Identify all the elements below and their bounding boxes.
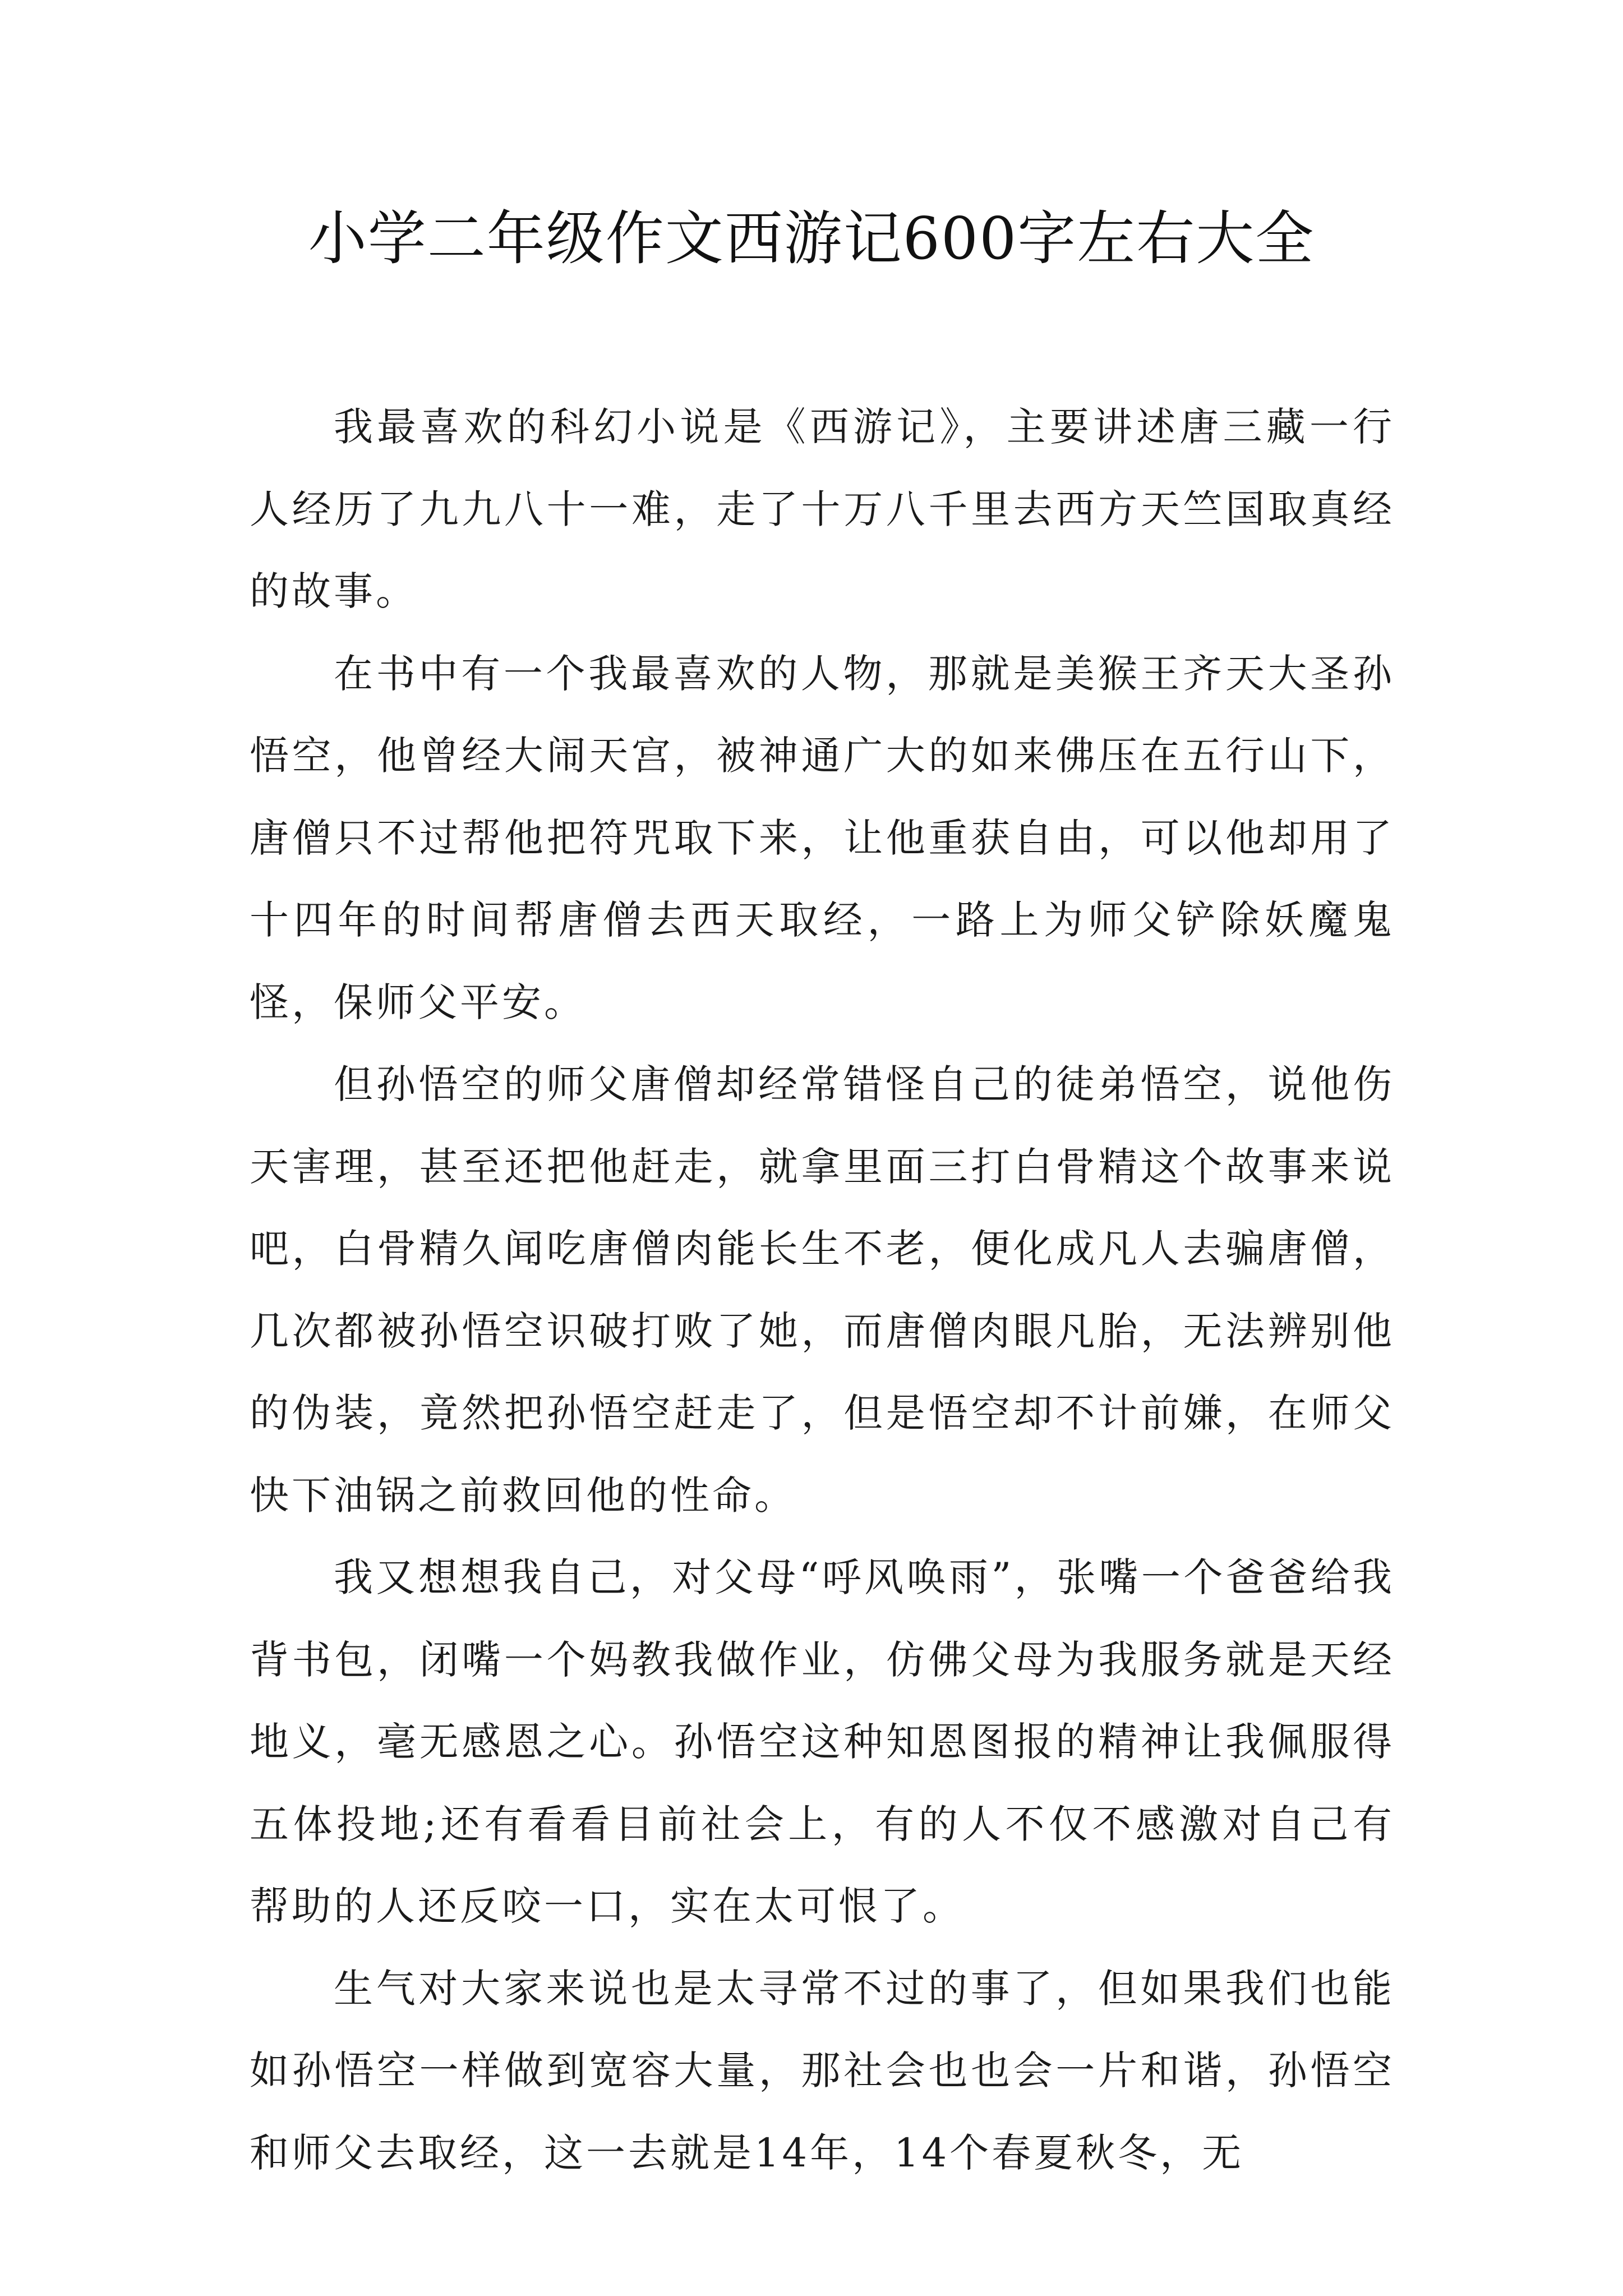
paragraph: 生气对大家来说也是太寻常不过的事了，但如果我们也能如孙悟空一样做到宽容大量，那社会也也会一片和谐，孙悟空和师父去取经，这一去就是14年，14个春夏秋冬，无 <box>250 1965 1395 2176</box>
paragraph: 在书中有一个我最喜欢的人物，那就是美猴王齐天大圣孙悟空，他曾经大闹天宫，被神通广大的如来佛压在五行山下，唐僧只不过帮他把符咒取下来，让他重获自由，可以他却用了十四年的时间帮唐僧去西天取经，一路上为师父铲除妖魔鬼怪，保师父平安。 <box>250 650 1395 1025</box>
document-body <box>250 386 1395 2194</box>
paragraph: 我最喜欢的科幻小说是《西游记》，主要讲述唐三藏一行人经历了九九八十一难，走了十万八千里去西方天竺国取真经的故事。 <box>250 404 1395 614</box>
document-title: 小学二年级作文西游记600字左右大全 <box>308 204 1315 273</box>
paragraph: 但孙悟空的师父唐僧却经常错怪自己的徒弟悟空，说他伤天害理，甚至还把他赶走，就拿里面三打白骨精这个故事来说吧，白骨精久闻吃唐僧肉能长生不老，便化成凡人去骗唐僧，几次都被孙悟空识破打败了她，而唐僧肉眼凡胎，无法辨别他的伪装，竟然把孙悟空赶走了，但是悟空却不计前嫌，在师父快下油锅之前救回他的性命。 <box>250 1061 1395 1519</box>
paragraph: 我又想想我自己，对父母“呼风唤雨”，张嘴一个爸爸给我背书包，闭嘴一个妈教我做作业，仿佛父母为我服务就是天经地义，毫无感恩之心。孙悟空这种知恩图报的精神让我佩服得五体投地;还有看看目前社会上，有的人不仅不感激对自己有帮助的人还反咬一口，实在太可恨了。 <box>250 1554 1395 1929</box>
